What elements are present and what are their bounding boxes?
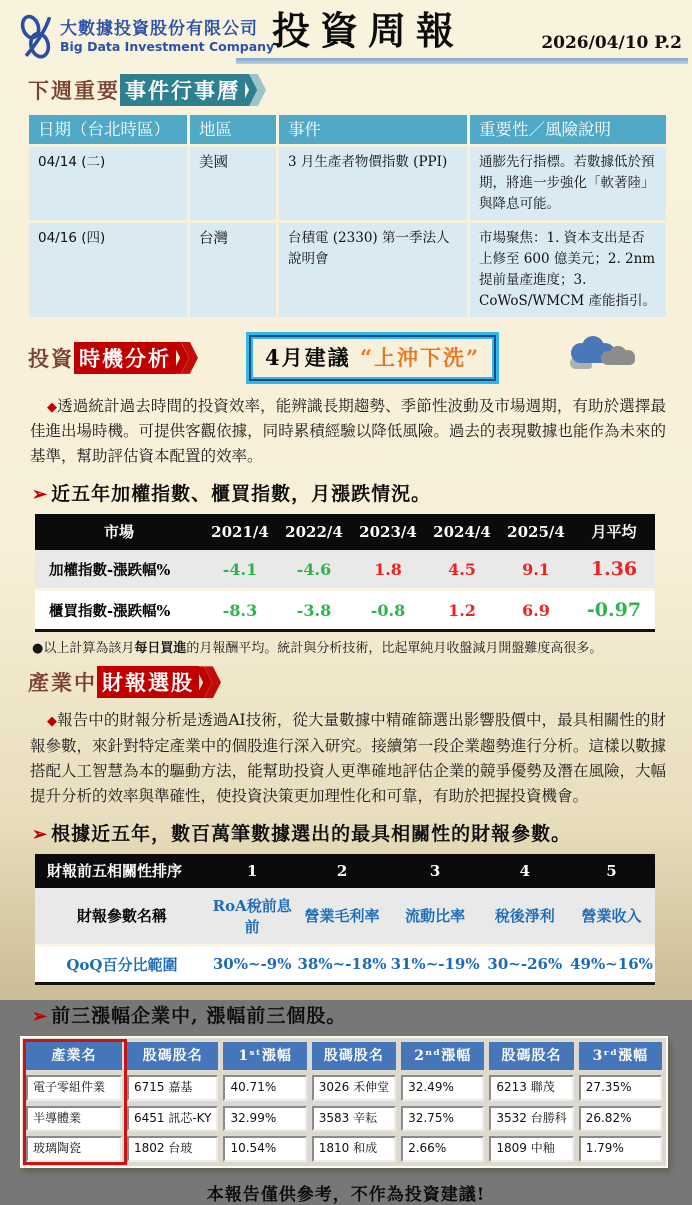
table-row <box>35 550 655 590</box>
row-label: 櫃買指數-漲跌幅% <box>49 602 171 620</box>
screening-paragraph-text: 報告中的財報分析是透過AI技術，從大量數據中精確篩選出影響股價中，最具相關性的財報參數，來針對特定產業中的個股進行深入研究。接續第一段企業趨勢進行分析。這樣以數據搭配人工智慧為本的驅動方法，能幫助投資人更準確地評估企業的競爭優勢及潛在風險，大幅提升分析的效率與準確性，使投資決策更加理性化和可靠，有助於把握投資機會。 <box>30 711 667 805</box>
timing-section-row <box>28 332 692 384</box>
param-range: 31%~-19% <box>390 955 480 974</box>
screening-section-heading <box>28 666 692 698</box>
col-monthly-avg: 月平均 <box>573 514 655 550</box>
param-name: 營業毛利率 <box>304 907 380 926</box>
diamond-icon: ◆ <box>47 399 58 415</box>
rank-2: 2 <box>296 854 389 888</box>
event-note: 通膨先行指標。若數據低於預期，將進一步強化「軟著陸」與降息可能。 <box>470 147 666 220</box>
page-header <box>0 0 692 66</box>
cell-value: -4.6 <box>296 559 332 579</box>
report-date: 2026/04/10 P.2 <box>541 33 682 53</box>
table-row <box>35 888 655 946</box>
cell-value: -8.3 <box>222 600 258 620</box>
rank-3: 3 <box>389 854 482 888</box>
gain-pct: 1.79% <box>579 1136 662 1162</box>
event-note: 市場聚焦：1. 資本支出是否上修至 600 億美元；2. 2nm 提前量產進度；3. CoWoS/WMCM 產能指引。 <box>470 223 666 317</box>
cell-avg-value: 1.36 <box>590 558 638 581</box>
row-label: 加權指數-漲跌幅% <box>49 561 171 579</box>
col-stock-3: 股碼股名 <box>489 1042 573 1070</box>
top-stocks-table <box>20 1036 668 1168</box>
screening-heading-badge: 財報選股 <box>97 666 199 698</box>
events-table <box>26 112 669 320</box>
event-name: 台積電 (2330) 第一季法人說明會 <box>279 223 467 317</box>
company-name-zh: 大數據投資股份有限公司 <box>60 18 258 39</box>
col-2023: 2023/4 <box>351 514 425 550</box>
col-gain-3: 3ʳᵈ漲幅 <box>579 1042 662 1070</box>
col-risk: 重要性／風險說明 <box>470 115 666 144</box>
gain-pct: 10.54% <box>223 1136 306 1162</box>
gain-pct: 2.66% <box>401 1136 484 1162</box>
param-name: RoA稅前息前 <box>212 896 292 936</box>
event-date: 04/16 (四) <box>29 223 187 317</box>
timing-section-heading <box>28 342 198 374</box>
row-label: 財報參數名稱 <box>76 907 167 926</box>
industry-name: 半導體業 <box>26 1106 122 1132</box>
cell-value: 6.9 <box>522 600 550 620</box>
param-range: 49%~16% <box>570 955 653 974</box>
col-stock-1: 股碼股名 <box>127 1042 218 1070</box>
stock-code-name: 6451 訊芯-KY <box>127 1106 218 1132</box>
header-divider <box>236 58 688 64</box>
event-name: 3 月生產者物價指數 (PPI) <box>279 147 467 220</box>
footnote-pre: 以上計算為該月 <box>43 641 135 657</box>
param-name: 流動比率 <box>405 907 466 926</box>
col-2025: 2025/4 <box>499 514 573 550</box>
rank-1: 1 <box>209 854 296 888</box>
financial-params-table <box>35 854 655 985</box>
stocks-table-heading <box>32 1001 692 1028</box>
clouds-icon <box>564 336 650 374</box>
arrow-icon: ➢ <box>32 484 49 506</box>
event-region: 台灣 <box>190 223 276 317</box>
stock-code-name: 3532 台勝科 <box>489 1106 573 1132</box>
timing-heading-plain: 投資 <box>28 345 74 371</box>
col-2024: 2024/4 <box>425 514 499 550</box>
cell-value: -0.8 <box>370 600 406 620</box>
stock-code-name: 6213 聯茂 <box>489 1075 573 1101</box>
cell-value: -3.8 <box>296 600 332 620</box>
table-header-row <box>29 115 666 144</box>
screening-heading-plain: 產業中 <box>28 670 97 696</box>
page-title: 投資周報 <box>272 8 465 53</box>
col-gain-1: 1ˢᵗ漲幅 <box>223 1042 306 1070</box>
col-industry: 產業名 <box>26 1042 122 1070</box>
index-performance-table <box>35 514 655 632</box>
cell-value: -4.1 <box>222 559 258 579</box>
col-region: 地區 <box>190 115 276 144</box>
col-stock-2: 股碼股名 <box>312 1042 396 1070</box>
col-2022: 2022/4 <box>277 514 351 550</box>
col-date: 日期（台北時區） <box>29 115 187 144</box>
stock-code-name: 3583 辛耘 <box>312 1106 396 1132</box>
table-row <box>35 590 655 631</box>
stocks-table-heading-text: 前三漲幅企業中, 漲幅前三個股。 <box>51 1004 347 1027</box>
index-table-footnote <box>32 640 692 658</box>
suggestion-highlight: “上沖下洗” <box>359 344 481 370</box>
disclaimer: 本報告僅供參考，不作為投資建議! <box>206 1185 486 1205</box>
screening-paragraph <box>30 708 666 808</box>
stock-code-name: 1809 中釉 <box>489 1136 573 1162</box>
gain-pct: 32.75% <box>401 1106 484 1132</box>
cell-value: 4.5 <box>448 559 476 579</box>
stock-code-name: 1802 台玻 <box>127 1136 218 1162</box>
footnote-post: 的月報酬平均。統計與分析技術，比起單純月收盤減月開盤難度高很多。 <box>186 641 603 657</box>
timing-paragraph <box>30 394 666 469</box>
cell-value: 1.8 <box>374 559 402 579</box>
table-row <box>29 223 666 317</box>
calendar-heading-badge: 事件行事曆 <box>120 74 245 106</box>
col-market: 市場 <box>35 514 203 550</box>
table-header-row <box>35 854 655 888</box>
arrow-icon: ➢ <box>32 1005 49 1027</box>
company-name-en: Big Data Investment Company <box>60 39 275 55</box>
col-event: 事件 <box>279 115 467 144</box>
param-name: 稅後淨利 <box>494 907 555 926</box>
stock-code-name: 3026 禾伸堂 <box>312 1075 396 1101</box>
gain-pct: 32.99% <box>223 1106 306 1132</box>
col-2021: 2021/4 <box>203 514 277 550</box>
rank-5: 5 <box>568 854 655 888</box>
event-region: 美國 <box>190 147 276 220</box>
diamond-icon: ◆ <box>47 714 58 730</box>
timing-paragraph-text: 透過統計過去時間的投資效率，能辨識長期趨勢、季節性波動及市場週期，有助於選擇最佳進出場時機。可提供客觀依據，同時累積經驗以降低風險。過去的表現數據也能作為未來的基準，幫助評估資本配置的效率。 <box>30 396 666 466</box>
index-table-heading <box>32 479 692 506</box>
timing-heading-badge: 時機分析 <box>74 342 176 374</box>
industry-name: 玻璃陶瓷 <box>26 1136 122 1162</box>
cell-avg-value: -0.97 <box>586 599 642 622</box>
gain-pct: 32.49% <box>401 1075 484 1101</box>
stock-code-name: 6715 嘉基 <box>127 1075 218 1101</box>
gain-pct: 26.82% <box>579 1106 662 1132</box>
calendar-heading-plain: 下週重要 <box>28 78 120 103</box>
table-header-row <box>35 514 655 550</box>
gain-pct: 40.71% <box>223 1075 306 1101</box>
event-date: 04/14 (二) <box>29 147 187 220</box>
params-table-heading <box>32 819 692 846</box>
industry-name: 電子零組件業 <box>26 1075 122 1101</box>
cell-value: 1.2 <box>448 600 476 620</box>
cell-value: 9.1 <box>522 559 550 579</box>
stock-code-name: 1810 和成 <box>312 1136 396 1162</box>
index-table-heading-text: 近五年加權指數、櫃買指數，月漲跌情況。 <box>51 483 432 506</box>
table-row <box>29 147 666 220</box>
monthly-suggestion-box <box>246 332 499 384</box>
param-range: 30%~-9% <box>212 955 292 974</box>
calendar-section-heading <box>28 74 692 106</box>
company-logo-icon <box>18 13 54 61</box>
company-logo <box>18 13 274 61</box>
param-range: 30~-26% <box>487 955 563 974</box>
rank-4: 4 <box>482 854 568 888</box>
params-table-heading-text: 根據近五年，數百萬筆數據選出的最具相關性的財報參數。 <box>51 822 572 845</box>
param-range: 38%~-18% <box>297 955 387 974</box>
row-label: QoQ百分比範圍 <box>66 955 178 974</box>
table-row <box>35 945 655 983</box>
dot-icon: ● <box>32 641 44 657</box>
gain-pct: 27.35% <box>579 1075 662 1101</box>
arrow-icon: ➢ <box>32 823 49 845</box>
param-name: 營業收入 <box>581 907 642 926</box>
params-header-label: 財報前五相關性排序 <box>35 854 209 888</box>
suggestion-prefix: 4月建議 <box>265 344 360 370</box>
footnote-bold: 每日買進 <box>134 641 187 657</box>
col-gain-2: 2ⁿᵈ漲幅 <box>401 1042 484 1070</box>
